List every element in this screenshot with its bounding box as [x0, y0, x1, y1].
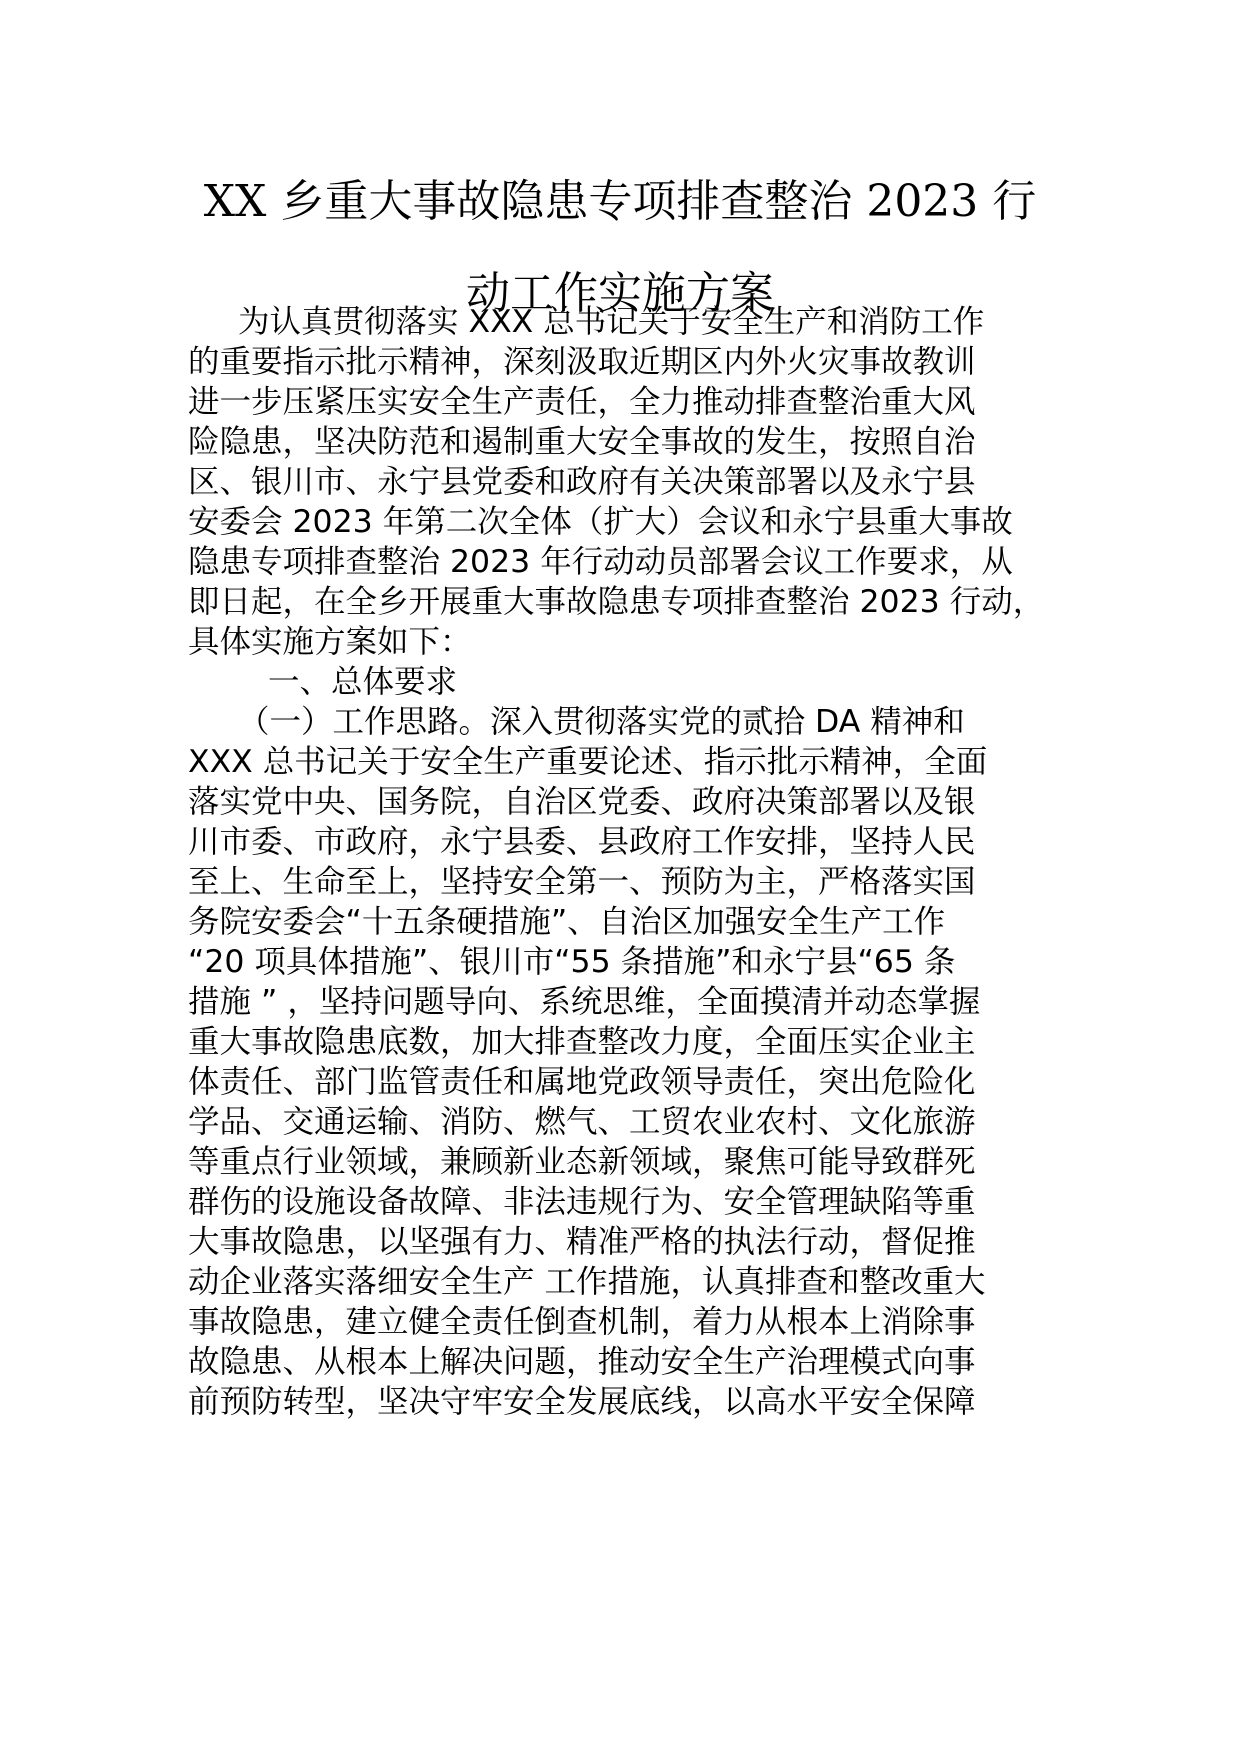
paragraph-line: 体责任、部门监管责任和属地党政领导责任，突出危险化	[188, 1064, 976, 1100]
paragraph-line: 区、银川市、永宁县党委和政府有关决策部署以及永宁县	[188, 464, 976, 500]
paragraph-line: 为认真贯彻落实 XXX 总书记关于安全生产和消防工作	[238, 304, 985, 340]
document-title-line-2: 动工作实施方案	[466, 268, 774, 319]
paragraph-line: 具体实施方案如下：	[188, 624, 472, 660]
paragraph-line: 至上、生命至上，坚持安全第一、预防为主，严格落实国	[188, 864, 976, 900]
paragraph-line: XXX 总书记关于安全生产重要论述、指示批示精神，全面	[188, 744, 988, 780]
paragraph-line: 前预防转型，坚决守牢安全发展底线，以高水平安全保障	[188, 1384, 976, 1420]
paragraph-line: 险隐患，坚决防范和遏制重大安全事故的发生，按照自治	[188, 424, 976, 460]
paragraph-line: 川市委、市政府，永宁县委、县政府工作安排，坚持人民	[188, 824, 976, 860]
paragraph-line: 故隐患、从根本上解决问题，推动安全生产治理模式向事	[188, 1344, 976, 1380]
paragraph-line: 事故隐患，建立健全责任倒查机制，着力从根本上消除事	[188, 1304, 976, 1340]
paragraph-line: 学品、交通运输、消防、燃气、工贸农业农村、文化旅游	[188, 1104, 976, 1140]
paragraph-line: 隐患专项排查整治 2023 年行动动员部署会议工作要求，从	[188, 544, 1013, 580]
paragraph-line: 落实党中央、国务院，自治区党委、政府决策部署以及银	[188, 784, 976, 820]
paragraph-line: “20 项具体措施”、银川市“55 条措施”和永宁县“65 条	[188, 944, 956, 980]
paragraph-line: 大事故隐患，以坚强有力、精准严格的执法行动，督促推	[188, 1224, 976, 1260]
paragraph-line: 重大事故隐患底数，加大排查整改力度，全面压实企业主	[188, 1024, 976, 1060]
paragraph-line: 进一步压紧压实安全生产责任，全力推动排查整治重大风	[188, 384, 976, 420]
paragraph-line: 安委会 2023 年第二次全体（扩大）会议和永宁县重大事故	[188, 504, 1013, 540]
paragraph-line: 动企业落实落细安全生产 工作措施，认真排查和整改重大	[188, 1264, 986, 1300]
paragraph-line: 群伤的设施设备故障、非法违规行为、安全管理缺陷等重	[188, 1184, 976, 1220]
paragraph-line: 措施 ” ，坚持问题导向、系统思维，全面摸清并动态掌握	[188, 984, 981, 1020]
paragraph-line: （一）工作思路。深入贯彻落实党的贰拾 DA 精神和	[238, 704, 965, 740]
paragraph-line: 的重要指示批示精神，深刻汲取近期区内外火灾事故教训	[188, 344, 976, 380]
section-heading: 一、总体要求	[268, 664, 458, 700]
paragraph-line: 务院安委会“十五条硬措施”、自治区加强安全生产工作	[188, 904, 946, 940]
paragraph-line: 即日起，在全乡开展重大事故隐患专项排查整治 2023 行动，	[188, 584, 1045, 620]
paragraph-line: 等重点行业领域，兼顾新业态新领域，聚焦可能导致群死	[188, 1144, 976, 1180]
document-title-line-1: XX 乡重大事故隐患专项排查整治 2023 行	[203, 176, 1037, 227]
